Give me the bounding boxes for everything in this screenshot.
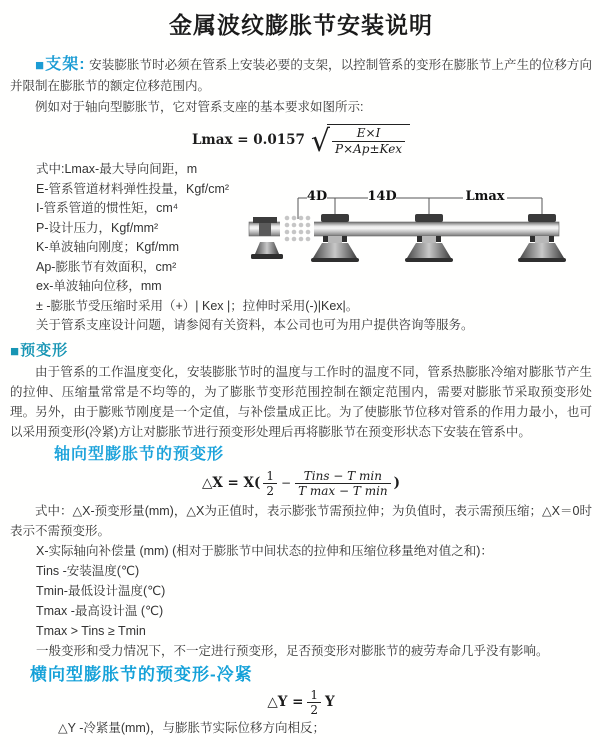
formula-delta-x bbox=[202, 467, 400, 501]
formula-dx-rparen: ) bbox=[393, 475, 401, 491]
axial-tmin: Tmin-最低设计温度(℃) bbox=[36, 583, 166, 598]
support-paragraph bbox=[10, 54, 592, 97]
axial-note-text: 式中：△X-预变形量(mm)，△X为正值时，表示膨张节需预拉伸；为负值时，表示需预压缩；△X＝0时表示不需预变形。 bbox=[10, 503, 592, 538]
formula-dy-lhs: △Y = bbox=[267, 694, 304, 710]
section-square-icon: ■ bbox=[35, 57, 45, 74]
axial-tmax: Tmax -最高设计温 (℃) bbox=[36, 603, 164, 618]
bellows bbox=[280, 216, 314, 242]
formula-lmax-denominator: P×Ap±Kex bbox=[335, 141, 403, 156]
minus-operator: − bbox=[281, 476, 292, 490]
axial-x-definition: X-实际轴向补偿量 (mm) (相对于膨胀节中间状态的拉伸和压缩位移量绝对值之和)： bbox=[36, 543, 493, 558]
def-plusminus-note: ± -膨胀节受压缩时采用（+）| Kex |；拉伸时采用(-)|Kex|。 bbox=[36, 298, 359, 313]
formula-dx-lhs: △X = X( bbox=[201, 475, 261, 491]
def-ex: ex-单波轴向位移，mm bbox=[36, 279, 162, 293]
support-section-label: 支架: bbox=[45, 56, 86, 73]
guide-support-1 bbox=[311, 214, 359, 262]
predeform-section-label: 预变形 bbox=[20, 341, 69, 359]
axial-tins: Tins -安装温度(℃) bbox=[36, 563, 140, 578]
pipe-support-diagram bbox=[247, 186, 599, 270]
diagram-label-4d: 4D bbox=[306, 189, 328, 204]
formula-dy-rhs: Y bbox=[325, 694, 335, 710]
axial-temp-relation: Tmax > Tins ≥ Tmin bbox=[36, 623, 146, 638]
lateral-note: △Y -冷紧量(mm)，与膨胀节实际位移方向相反； bbox=[58, 720, 326, 735]
formula-lmax-numerator: E×I bbox=[332, 126, 405, 141]
support-intro-text: 安装膨胀节时必须在管系上安装必要的支架，以控制管系的变形在膨胀节上产生的位移方向并限制在膨胀节的额定位移范围内。 bbox=[10, 58, 592, 93]
def-i: I-管系管道的惯性矩，cm⁴ bbox=[36, 201, 179, 215]
temp-denominator: T max − T min bbox=[298, 484, 388, 498]
axial-general-note: 一般变形和受力情况下，不一定进行预变形，足否预变形对膨胀节的疲劳寿命几乎没有影响。 bbox=[36, 643, 549, 658]
lateral-predeform-heading: 横向型膨胀节的预变形-冷紧 bbox=[30, 664, 253, 684]
diagram-label-lmax: Lmax bbox=[465, 189, 505, 204]
section-square-icon: ■ bbox=[10, 342, 20, 360]
def-p: P-设计压力，Kgf/mm² bbox=[36, 220, 159, 235]
axial-predeform-heading: 轴向型膨胀节的预变形 bbox=[54, 445, 225, 463]
formula-lmax-lhs: Lmax = 0.0157 bbox=[191, 131, 305, 148]
support-consult-note: 关于管系支座设计问题，请参阅有关资料，本公司也可为用户提供咨询等服务。 bbox=[36, 318, 474, 332]
def-e: E-管系管道材料弹性投量，Kgf/cm² bbox=[36, 181, 230, 196]
predeform-body-text: 由于管系的工作温度变化，安装膨胀节时的温度与工作时的温度不同，管系热膨胀冷缩对膨胀节产生的拉伸、压缩量常常是不均等的，为了膨胀节变形范围控制在额定范围内，需要对膨胀节采取预变形处理。另外，由于膨账节刚度是一个定值，与补偿量成正比。为了使膨胀节位移对管系的作用力最小，也可以采用预变形(冷紧)方让对膨胀节进行预变形处理后再将膨胀节在预变形状态下安装在管系中。 bbox=[10, 364, 592, 439]
page-title: 金属波纹膨胀节安装说明 bbox=[169, 12, 433, 38]
guide-support-3 bbox=[518, 214, 566, 262]
half-denominator: 2 bbox=[266, 484, 275, 498]
dy-half-denominator: 2 bbox=[310, 703, 319, 717]
sqrt-radical bbox=[310, 124, 410, 159]
temp-numerator: Tins − T min bbox=[295, 469, 391, 484]
formula-delta-y bbox=[267, 688, 334, 718]
def-k: K-单波轴向刚度；Kgf/mm bbox=[36, 240, 180, 254]
def-lmax: 式中:Lmax-最大导向间距，m bbox=[36, 162, 198, 176]
diagram-label-14d: 14D bbox=[367, 189, 397, 204]
dy-half-numerator: 1 bbox=[307, 688, 321, 703]
radical-icon: √ bbox=[310, 124, 331, 159]
guide-support-2 bbox=[405, 214, 453, 262]
def-ap: Ap-膨胀节有效面积，cm² bbox=[36, 259, 177, 274]
predeform-header bbox=[10, 340, 592, 362]
support-example-line: 例如对于轴向型膨胀节，它对管系支座的基本要求如图所示: bbox=[35, 100, 364, 114]
definitions-and-diagram bbox=[10, 160, 592, 336]
formula-lmax bbox=[192, 120, 410, 160]
half-numerator: 1 bbox=[263, 469, 277, 484]
